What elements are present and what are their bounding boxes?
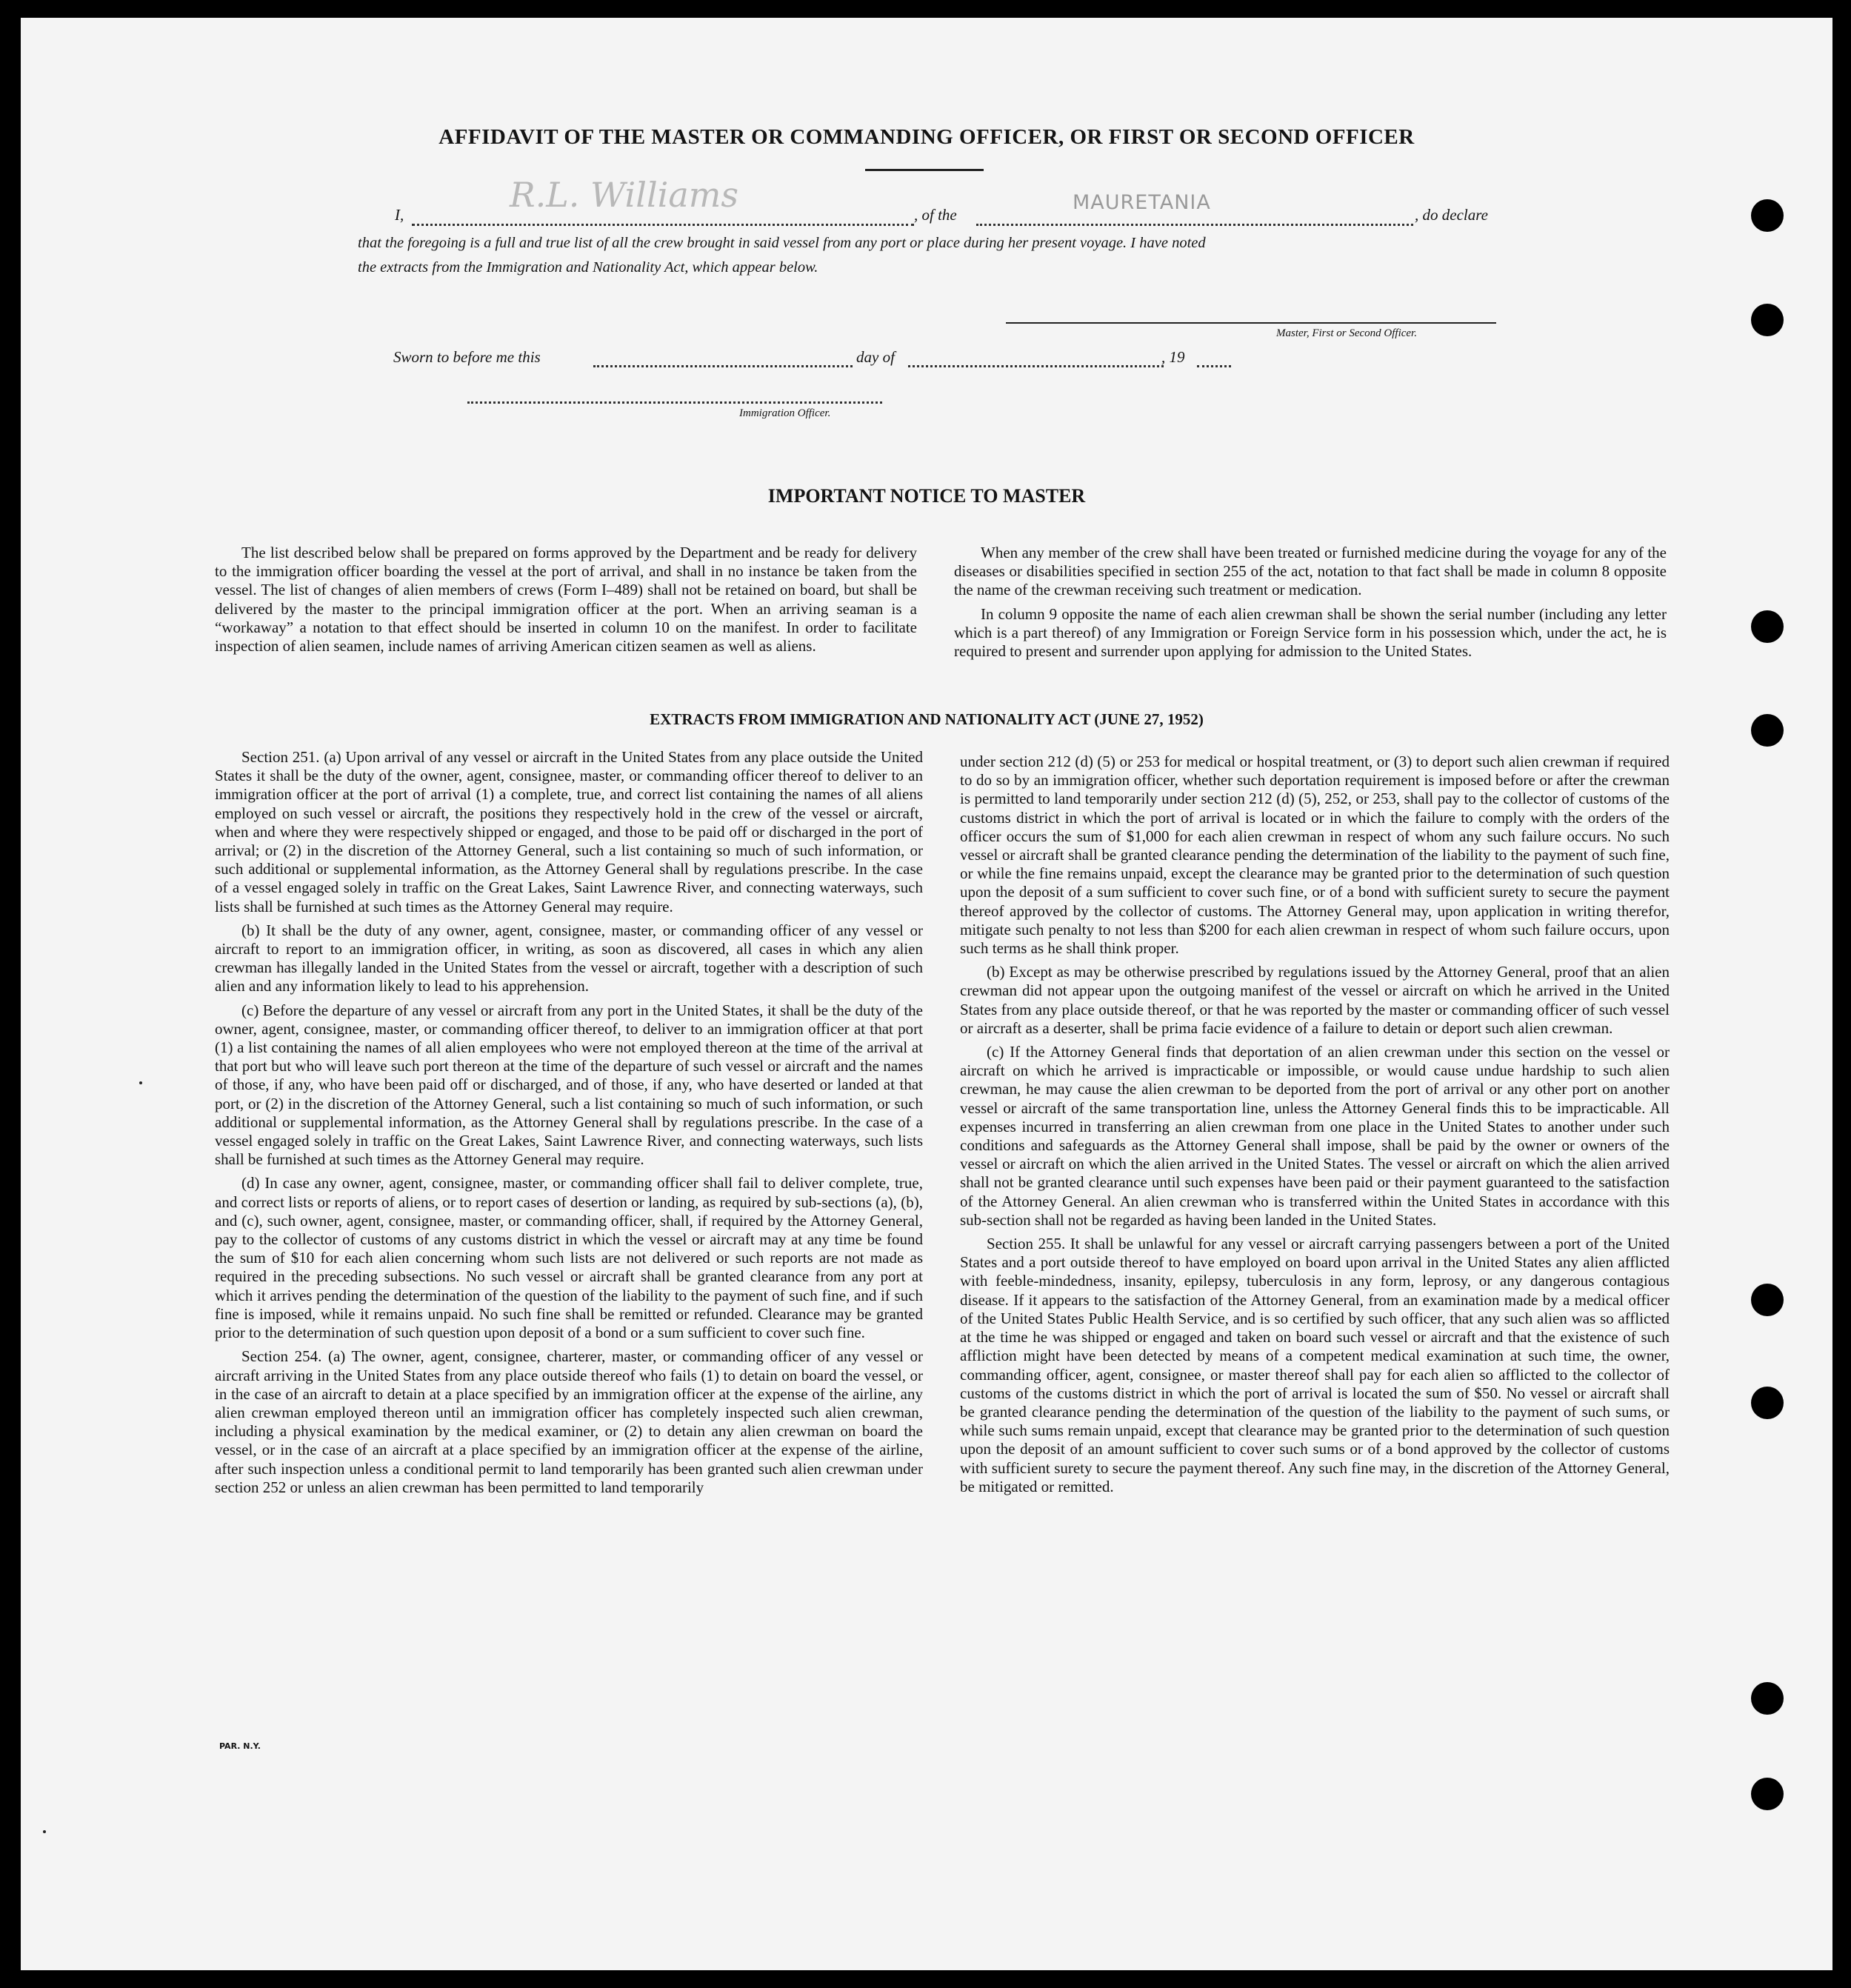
section-254-c: (c) If the Attorney General finds that deportation of an alien crewman under this section on the vessel or aircraft on which he arrived is impracticable or impossible, or would cause undue hardship to such alien crewman, he may cause the alien crewman to be deported from the port of arrival or any other port on another vessel or aircraft of the same transportation line, unless the Attorney General finds this to be impracticable. All expenses incurred in transferring an alien crewman from one place in the United States to another under such conditions and safeguards as the Attorney General shall impose, shall be paid by the owner or owners of the vessel or aircraft on which the alien arrived in the United States. The vessel or aircraft on which the alien arrived shall not be granted clearance until such expenses have been paid or their payment guaranteed to the satisfaction of the Attorney General. An alien crewman who is transferred within the United States in accordance with this sub-section shall not be regarded as having been landed in the United States. bbox=[960, 1043, 1670, 1229]
scan-speck bbox=[43, 1830, 46, 1833]
master-signature-line bbox=[1006, 322, 1496, 324]
officer-caption: Immigration Officer. bbox=[739, 407, 831, 419]
master-signature: R.L. Williams bbox=[510, 175, 739, 215]
sworn-label: Sworn to before me this bbox=[393, 348, 541, 366]
extracts-title: EXTRACTS FROM IMMIGRATION AND NATIONALITY ACT (JUNE 27, 1952) bbox=[650, 710, 1204, 728]
printer-mark: PAR. N.Y. bbox=[219, 1741, 261, 1751]
form-page bbox=[21, 18, 1832, 1970]
notice-right-paragraph-2: In column 9 opposite the name of each alien crewman shall be shown the serial number (including any letter which is a part thereof) of any Immigration or Foreign Service form in his possession which, under the act, he is required to present and surrender upon applying for admission to the United States. bbox=[954, 604, 1667, 661]
section-251-d: (d) In case any owner, agent, consignee, master, or commanding officer shall fail to deliver complete, true, and correct lists or reports of aliens, or to report cases of desertion or landing, as required by sub-sections (a), (b), and (c), such owner, agent, consignee, master, or commanding officer, shall, if required by the Attorney General, pay to the collector of customs of any customs district in which the vessel or aircraft may at any time be found the sum of $10 for each alien concerning whom such lists are not delivered or such reports are not made as required in the preceding subsections. No such vessel or aircraft shall be granted clearance from any port at which it arrives pending the determination of the question of the liability to the payment of such fine, and if such fine is imposed, while it remains unpaid. No such fine shall be remitted or refunded. Clearance may be granted prior to the determination of such question upon deposit of a bond or a sum sufficient to cover such fine. bbox=[215, 1174, 923, 1342]
section-255: Section 255. It shall be unlawful for any vessel or aircraft carrying passengers between a port of the United States and a port outside thereof to have employed on board upon arrival in the United States any alien afflicted with feeble-mindedness, insanity, epilepsy, tuberculosis in any form, leprosy, or any dangerous contagious disease. If it appears to the satisfaction of the Attorney General, from an examination made by a medical officer of the United States Public Health Service, and is so certified by such officer, that any such alien was so afflicted at the time he was shipped or engaged and taken on board such vessel or aircraft and that the existence of such affliction might have been detected by means of a competent medical examination at such time, the owner, commanding officer, agent, consignee, or master thereof shall pay for each alien so afflicted to the collector of customs of the customs district in which the port of arrival is located the sum of $50. No vessel or aircraft shall be granted clearance pending the determination of the question of the liability to the payment of such sums, or while such sums remain unpaid, except that clearance may be granted prior to the determination of such question upon the deposit of an amount sufficient to cover such sums or of a bond approved by the collector of customs with sufficient surety to secure the payment thereof. Any such fine may, in the discretion of the Attorney General, be mitigated or remitted. bbox=[960, 1235, 1670, 1495]
section-254-a-continued: under section 212 (d) (5) or 253 for medical or hospital treatment, or (3) to deport such alien crewman if required to do so by an immigration officer, whether such deportation requirement is imposed before or after the crewman is permitted to land temporarily under section 212 (d) (5), 252, or 253, shall pay to the collector of customs of the customs district in which the port of arrival is located or in which the failure to comply with the orders of the officer occurs the sum of $1,000 for each alien crewman in respect of whom any such failure occurs. No such vessel or aircraft shall be granted clearance pending the determination of the liability to the payment of such fine, or while the fine remains unpaid, except the clearance may be granted prior to the determination of such question upon the deposit of a sum sufficient to cover such fine, or of a bond with sufficient surety to secure the payment thereof approved by the collector of customs. The Attorney General may, upon application in writing therefor, mitigate such penalty to not less than $200 for each alien crewman in respect of whom such failure occurs, upon such terms as he shall think proper. bbox=[960, 753, 1670, 958]
notice-right-column bbox=[954, 544, 1667, 666]
punch-hole-1 bbox=[1751, 199, 1784, 232]
declare-label: , do declare bbox=[1415, 206, 1488, 224]
punch-hole-3 bbox=[1751, 610, 1784, 643]
title-underline bbox=[865, 169, 984, 171]
section-251-a: Section 251. (a) Upon arrival of any vessel or aircraft in the United States from any place outside the United States it shall be the duty of the owner, agent, consignee, master, or commanding officer thereof to deliver to an immigration officer at the port of arrival (1) a complete, true, and correct list containing the names of all aliens employed on such vessel or aircraft, the positions they respectively hold in the crew of the vessel or aircraft, when and where they were respectively shipped or engaged, and those to be paid off or discharged in the port of arrival; or (2) in the discretion of the Attorney General, such a list containing so much of such information, or such additional or supplemental information, as the Attorney General shall by regulations prescribe. In the case of a vessel engaged solely in traffic on the Great Lakes, Saint Lawrence River, and connecting waterways, such lists shall be furnished at such times as the Attorney General may require. bbox=[215, 748, 923, 915]
day-of-label: day of bbox=[856, 348, 895, 366]
section-254-b: (b) Except as may be otherwise prescribed by regulations issued by the Attorney General, proof that an alien crewman did not appear upon the outgoing manifest of the vessel or aircraft on which he arrived in the United States from any place outside thereof, or that he was reported by the master or commanding officer of such vessel or aircraft as a deserter, shall be prima facie evidence of a failure to detain or deport such alien crewman. bbox=[960, 963, 1670, 1037]
vessel-field-line bbox=[976, 224, 1413, 226]
vessel-name-stamp: MAURETANIA bbox=[1073, 191, 1211, 214]
notice-right-paragraph-1: When any member of the crew shall have been treated or furnished medicine during the voyage for any of the diseases or disabilities specified in section 255 of the act, notation to that fact shall be made in column 8 opposite the name of the crewman receiving such treatment or medication. bbox=[954, 544, 1667, 599]
scan-speck bbox=[139, 1081, 142, 1084]
punch-hole-5 bbox=[1751, 1284, 1784, 1316]
punch-hole-2 bbox=[1751, 304, 1784, 336]
i-label: I, bbox=[395, 206, 404, 224]
sworn-month-field bbox=[908, 365, 1164, 367]
declaration-line-1: that the foregoing is a full and true list of all the crew brought in said vessel from any port or place during her present voyage. I have noted bbox=[358, 235, 1206, 251]
extracts-left-column bbox=[215, 748, 923, 1502]
affidavit-title: AFFIDAVIT OF THE MASTER OR COMMANDING OFFICER, OR FIRST OR SECOND OFFICER bbox=[438, 125, 1415, 149]
notice-left-paragraph: The list described below shall be prepared on forms approved by the Department and be ready for delivery to the immigration officer boarding the vessel at the port of arrival, and shall in no instance be taken from the vessel. The list of changes of alien members of crews (Form I–489) shall not be retained on board, but shall be delivered by the master to the principal immigration officer at the port. When an arriving seaman is a “workaway” a notation to that effect should be inserted in column 10 on the manifest. In order to facilitate inspection of alien seamen, include names of arriving American citizen seamen as well as aliens. bbox=[215, 544, 917, 656]
sworn-year-field bbox=[1197, 365, 1231, 367]
notice-title: IMPORTANT NOTICE TO MASTER bbox=[767, 485, 1086, 507]
punch-hole-7 bbox=[1751, 1682, 1784, 1715]
sworn-day-field bbox=[593, 365, 853, 367]
master-caption: Master, First or Second Officer. bbox=[1276, 327, 1417, 339]
declaration-line-2: the extracts from the Immigration and Nationality Act, which appear below. bbox=[358, 259, 818, 276]
section-251-c: (c) Before the departure of any vessel or aircraft from any port in the United States, it shall be the duty of the owner, agent, consignee, master, or commanding officer thereof, to deliver to an immigration officer at that port (1) a list containing the names of all alien employees who were not employed thereon at the time of the arrival at that port but who will leave such port thereon at the time of the departure of such vessel or aircraft and the names of those, if any, who have been paid off or discharged, and of those, if any, who have deserted or landed at that port, or (2) in the discretion of the Attorney General, such a list containing so much of such information, or such additional or supplemental information, as the Attorney General shall by regulations prescribe. In the case of a vessel engaged solely in traffic on the Great Lakes, Saint Lawrence River, and connecting waterways, such lists shall be furnished at such times as the Attorney General may require. bbox=[215, 1001, 923, 1169]
notice-left-column bbox=[215, 544, 917, 661]
extracts-right-column bbox=[960, 753, 1670, 1501]
immigration-officer-line bbox=[467, 401, 882, 404]
punch-hole-8 bbox=[1751, 1778, 1784, 1810]
section-254-a: Section 254. (a) The owner, agent, consignee, charterer, master, or commanding officer of any vessel or aircraft arriving in the United States from any place outside thereof who fails (1) to detain on board the vessel, or in the case of an aircraft to detain at a place specified by an immigration officer at the expense of the airline, any alien crewman employed thereon until an immigration officer has completely inspected such alien crewman, including a physical examination by the medical examiner, or (2) to detain any alien crewman on board the vessel, or in the case of an aircraft at a place specified by an immigration officer at the expense of the airline, after such inspection unless a conditional permit to land temporarily has been granted such alien crewman under section 252 or unless an alien crewman has been permitted to land temporarily bbox=[215, 1347, 923, 1496]
name-field-line bbox=[412, 224, 914, 226]
year-label: , 19 bbox=[1161, 348, 1185, 366]
punch-hole-6 bbox=[1751, 1387, 1784, 1419]
section-251-b: (b) It shall be the duty of any owner, agent, consignee, master, or commanding officer of any vessel or aircraft to report to an immigration officer, in writing, as soon as discovered, all cases in which any alien crewman has illegally landed in the United States from the vessel or aircraft, together with a description of such alien and any information likely to lead to his apprehension. bbox=[215, 921, 923, 995]
of-the-label: , of the bbox=[914, 206, 957, 224]
